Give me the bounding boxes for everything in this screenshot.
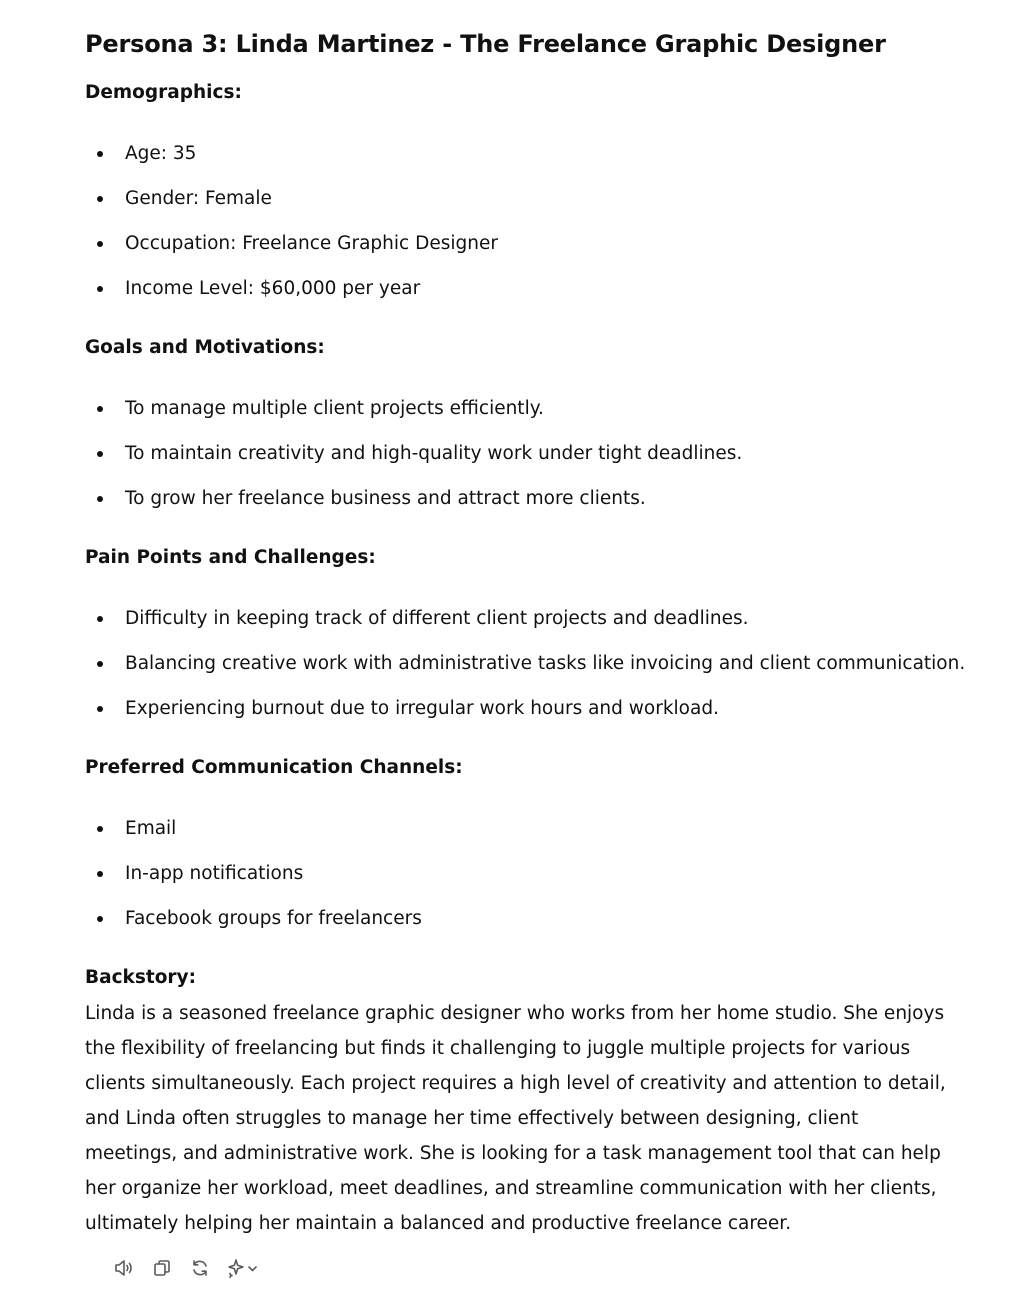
section-heading-backstory: Backstory: [85, 967, 196, 988]
list-item: In-app notifications [85, 860, 422, 905]
demographics-list [85, 140, 498, 320]
copy-button[interactable] [150, 1256, 174, 1280]
list-item: Occupation: Freelance Graphic Designer [85, 230, 498, 275]
section-heading-goals: Goals and Motivations: [85, 337, 325, 358]
list-item: To maintain creativity and high-quality work under tight deadlines. [85, 440, 742, 485]
section-heading-channels: Preferred Communication Channels: [85, 757, 463, 778]
section-heading-demographics: Demographics: [85, 82, 242, 103]
message-actions [112, 1255, 260, 1281]
speaker-icon [113, 1258, 135, 1278]
read-aloud-button[interactable] [112, 1256, 136, 1280]
page-title: Persona 3: Linda Martinez - The Freelance Graphic Designer [85, 30, 886, 58]
list-item: To manage multiple client projects efficiently. [85, 395, 742, 440]
list-item: Age: 35 [85, 140, 498, 185]
copy-icon [152, 1258, 172, 1278]
list-item: Income Level: $60,000 per year [85, 275, 498, 320]
list-item: Gender: Female [85, 185, 498, 230]
list-item: Difficulty in keeping track of different client projects and deadlines. [85, 605, 965, 650]
list-item: Facebook groups for freelancers [85, 905, 422, 950]
channels-list [85, 815, 422, 950]
backstory-paragraph: Linda is a seasoned freelance graphic designer who works from her home studio. She enjoys the flexibility of freelancing but finds it challenging to juggle multiple projects for various clients simultaneously. Each project requires a high level of creativity and attention to detail, and Linda often struggles to manage her time effectively between designing, client meetings, and administrative work. She is looking for a task management tool that can help her organize her workload, meet deadlines, and streamline communication with her clients, ultimately helping her maintain a balanced and productive freelance career. [85, 1003, 946, 1234]
list-item: Email [85, 815, 422, 860]
list-item: Balancing creative work with administrative tasks like invoicing and client communication. [85, 650, 965, 695]
regenerate-button[interactable] [188, 1256, 212, 1280]
pain-points-list [85, 605, 965, 740]
list-item: Experiencing burnout due to irregular work hours and workload. [85, 695, 965, 740]
list-item: To grow her freelance business and attract more clients. [85, 485, 742, 530]
section-heading-pain-points: Pain Points and Challenges: [85, 547, 376, 568]
change-model-button[interactable] [226, 1256, 260, 1280]
goals-list [85, 395, 742, 530]
regenerate-icon [190, 1258, 210, 1278]
sparkle-icon [226, 1258, 260, 1278]
